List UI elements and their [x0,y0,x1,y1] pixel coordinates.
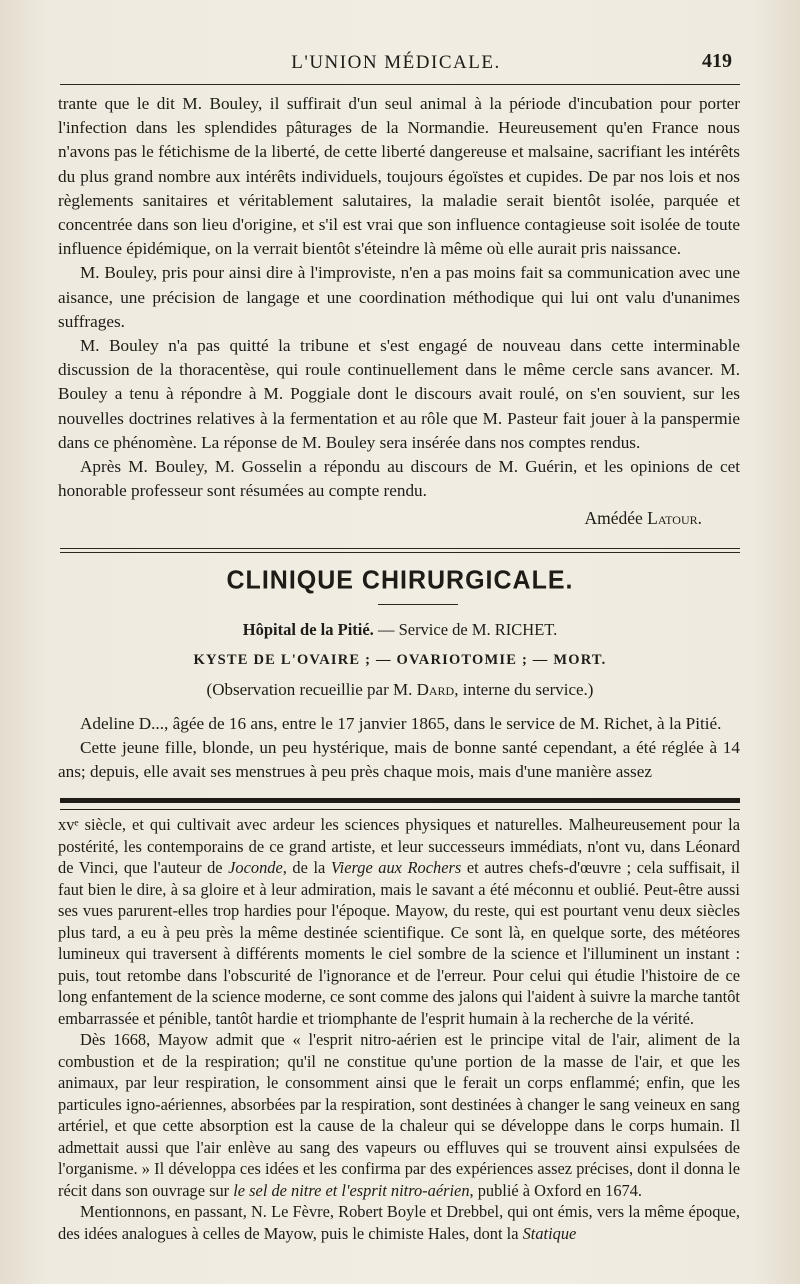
feuilleton-text [58,814,740,1244]
paragraph: Adeline D..., âgée de 16 ans, entre le 17 janvier 1865, dans le service de M. Richet, à la Pitié. [80,714,722,733]
paragraph: M. Bouley n'a pas quitté la tribune et s'est engagé de nouveau dans cette interminable discussion de la thoracentèse, qui roule continuellement dans le même cercle sans avancer. M. Bouley a tenu à répondre à M. Poggiale dont le discours avait roulé, on s'en souvient, sur les nouvelles doctrines relatives à la fermentation et au rôle que M. Pasteur fait jouer à la panspermie dans ce phénomène. La réponse de M. Bouley sera insérée dans nos comptes rendus. [58,336,740,452]
section-title: CLINIQUE CHIRURGICALE. [226,565,574,595]
feuilleton-divider [60,798,740,810]
upper-article [58,92,740,531]
paragraph: Mentionnons, en passant, N. Le Fèvre, Robert Boyle et Drebbel, qui ont émis, vers la même époque, des idées analogues à celles de Mayow, puis le chimiste Hales, dont la Statique [58,1202,740,1243]
paragraph: trante que le dit M. Bouley, il suffirait d'un seul animal à la période d'incubation pour porter l'infection dans les splendides pâturages de la Normandie. Heureusement qu'en France nous n'avons pas le fétichisme de la liberté, de cette liberté dangereuse et malsaine, sacrifiant les intérêts du plus grand nombre aux intérêts individuels, toujours égoïstes et cupides. De par nos lois et nos règlements sanitaires et véritablement salutaires, la maladie serait bientôt isolée, parquée et concentrée dans son lieu d'origine, et s'il est vrai que son influence contagieuse soit isolée de toute influence épidémique, on la verrait bientôt s'éteindre là même où elle aurait pris naissance. [58,94,740,259]
case-report [58,712,740,785]
paragraph: xvᵉ siècle, et qui cultivait avec ardeur les sciences physiques et naturelles. Malheureusement pour la postérité, les contemporains de ce grand artiste, et leur successeurs immédiats, n'ont vu, dans Léonard de Vinci, que l'auteur de Joconde, de la Vierge aux Rochers et autres chefs-d'œuvre ; cela suffisait, il faut bien le dire, à sa gloire et à leur admiration, mais le savant a été méconnu et oublié. Peut-être aussi ses vues parurent-elles trop hardies pour l'époque. Mayow, du reste, qui est pourtant venu deux siècles plus tard, a eu à peu près la même destinée scientifique. Ce sont là, en quelque sorte, des météores lumineux qui traversent à différents moments le ciel sombre de la science et l'illuminent un instant : puis, tout retombe dans l'obscurité de l'ignorance et de l'erreur. Pour celui qui étudie l'histoire de ce long enfantement de la science moderne, ce sont comme des jalons qui l'aident à suivre la marche tantôt embarrassée et pénible, tantôt hardie et triomphante de l'esprit humain à la recherche de la vérité. [58,815,740,1028]
hospital-name: Hôpital de la Pitié. [242,620,374,639]
title-rule [378,604,458,605]
header-rule [60,84,740,85]
running-head [60,48,732,78]
author-first-name: Amédée [584,508,643,529]
observer-name: Dard [416,680,455,699]
author-last-name: Latour. [647,508,702,529]
service-name: — Service de M. RICHET. [373,620,558,639]
journal-title: L'UNION MÉDICALE. [291,52,501,73]
hospital-line [60,620,740,640]
section-divider [60,548,740,553]
author-signature [58,505,740,531]
page-number: 419 [702,50,732,72]
case-title: KYSTE DE L'OVAIRE ; — OVARIOTOMIE ; — MORT. [193,652,607,668]
observation-note: (Observation recueillie par M. Dard, interne du service.) [206,680,594,699]
paragraph: Après M. Bouley, M. Gosselin a répondu au discours de M. Guérin, et les opinions de cet honorable professeur sont résumées au compte rendu. [58,457,740,501]
paragraph: Cette jeune fille, blonde, un peu hystérique, mais de bonne santé cependant, a été réglée à 14 ans; depuis, elle avait ses menstrues à peu près chaque mois, mais d'une manière assez [58,738,740,782]
paragraph: Dès 1668, Mayow admit que « l'esprit nitro-aérien est le principe vital de l'air, aliment de la combustion et de la respiration; qu'il ne constitue qu'une portion de la masse de l'air, et que les animaux, par leur respiration, le consomment ainsi que le ferait un corps enflammé; enfin, que les particules igno-aériennes, absorbées par la respiration, sont destinées à changer le sang veineux en sang artériel, et que cette absorption est la cause de la chaleur qui se développe dans le corps humain. Il admettait aussi que l'air enlève au sang des vapeurs ou effluves qui se trouvent ainsi expulsées de l'organisme. » Il développa ces idées et les confirma par des expériences assez précises, dont il donna le récit dans son ouvrage sur le sel de nitre et l'esprit nitro-aérien, publié à Oxford en 1674. [58,1030,740,1200]
paragraph: M. Bouley, pris pour ainsi dire à l'improviste, n'en a pas moins fait sa communication avec une aisance, une précision de langage et une coordination méthodique qui lui ont valu d'unanimes suffrages. [58,263,740,331]
